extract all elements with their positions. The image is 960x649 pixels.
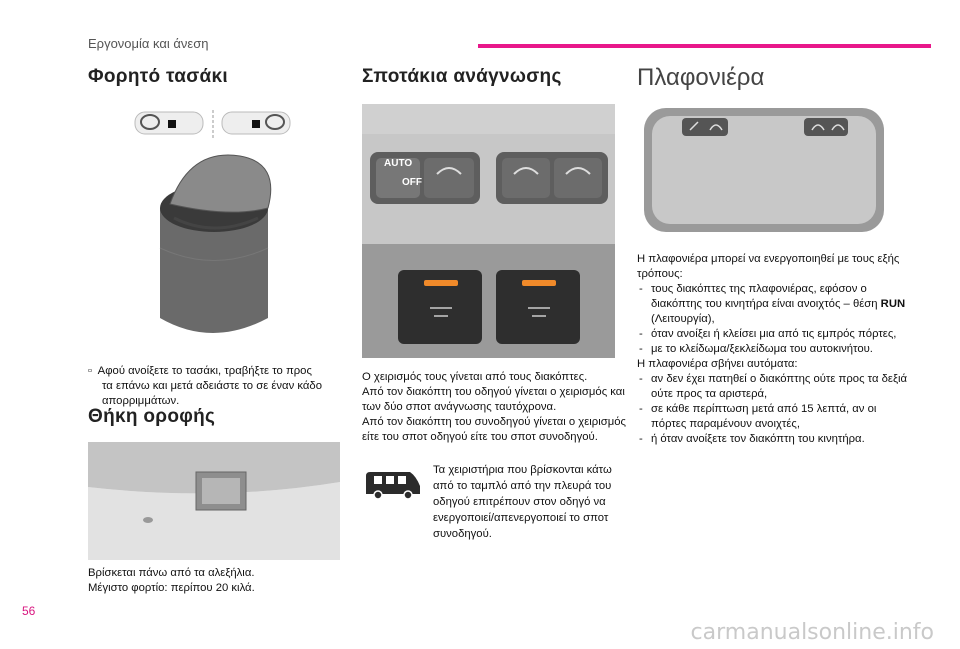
ceiling-line: τρόπους: <box>637 268 683 280</box>
van-note-line: συνοδηγού. <box>433 528 492 540</box>
ashtray-illustration <box>130 108 295 348</box>
spots-text <box>362 370 626 445</box>
roof-box-text <box>88 566 255 596</box>
spots-line: είτε του σποτ οδηγού είτε του σποτ συνοδηγού. <box>362 431 598 443</box>
ceiling-line: Η πλαφονιέρα μπορεί να ενεργοποιηθεί με τους εξής <box>637 253 900 265</box>
ceiling-heading: Πλαφονιέρα <box>637 64 765 91</box>
watermark: carmanualsonline.info <box>690 620 934 645</box>
ceiling-list-item: - με το κλείδωμα/ξεκλείδωμα του αυτοκινήτου. <box>637 342 907 357</box>
roof-box-photo <box>88 442 340 560</box>
ceiling-list-item: - τους διακόπτες της πλαφονιέρας, εφόσον ο <box>637 282 907 297</box>
ashtray-note-line: τα επάνω και μετά αδειάστε το σε έναν κάδο <box>102 380 322 392</box>
chapter-accent-bar <box>478 44 931 48</box>
ceiling-line: (Λειτουργία), <box>651 313 715 325</box>
van-note-line: ενεργοποιεί/απενεργοποιεί το σποτ <box>433 512 609 524</box>
ceiling-list-item: - όταν ανοίξει ή κλείσει μια από τις εμπρός πόρτες, <box>637 327 907 342</box>
ceiling-line: πόρτες παραμένουν ανοιχτές, <box>651 418 800 430</box>
spots-line: Από τον διακόπτη του οδηγού γίνεται ο χειρισμός και <box>362 386 625 398</box>
roof-box-heading: Θήκη οροφής <box>88 406 216 427</box>
ceiling-list-item: - ή όταν ανοίξετε τον διακόπτη του κινητήρα. <box>637 432 907 447</box>
off-button-label: OFF <box>402 177 422 188</box>
page-number: 56 <box>22 604 36 618</box>
ashtray-heading: Φορητό τασάκι <box>88 66 229 87</box>
ceiling-lamp-illustration <box>640 104 888 236</box>
reading-spots-photo <box>362 104 615 358</box>
note-icon: ▫ <box>88 365 93 377</box>
auto-button-label: AUTO <box>384 158 413 169</box>
ashtray-note <box>88 364 322 409</box>
van-note <box>433 462 612 542</box>
ceiling-list-item: - αν δεν έχει πατηθεί ο διακόπτης ούτε προς τα δεξιά <box>637 372 907 387</box>
ceiling-text <box>637 252 907 447</box>
spots-heading: Σποτάκια ανάγνωσης <box>362 66 562 87</box>
ceiling-list-item: - σε κάθε περίπτωση μετά από 15 λεπτά, αν οι <box>637 402 907 417</box>
chapter-title: Εργονομία και άνεση <box>88 36 209 51</box>
van-note-line: από το ταμπλό από την πλευρά του <box>433 480 612 492</box>
ceiling-line: ούτε προς τα αριστερά, <box>651 388 768 400</box>
ashtray-note-line: απορριμμάτων. <box>102 395 180 407</box>
ceiling-line: Η πλαφονιέρα σβήνει αυτόματα: <box>637 358 798 370</box>
ashtray-note-line: Αφού ανοίξετε το τασάκι, τραβήξτε το προς <box>97 365 312 377</box>
van-note-line: οδηγού επιτρέπουν στον οδηγό να <box>433 496 606 508</box>
spots-line: Ο χειρισμός τους γίνεται από τους διακόπτες. <box>362 371 588 383</box>
roof-box-line: Μέγιστο φορτίο: περίπου 20 κιλά. <box>88 582 255 594</box>
van-note-line: Τα χειριστήρια που βρίσκονται κάτω <box>433 464 612 476</box>
ceiling-list-item-cont <box>637 297 907 312</box>
van-icon <box>364 468 422 502</box>
run-label: RUN <box>880 298 906 310</box>
spots-line: των δύο σποτ ανάγνωσης ταυτόχρονα. <box>362 401 557 413</box>
ceiling-line: διακόπτης του κινητήρα είναι ανοιχτός – θέση <box>651 298 878 310</box>
spots-line: Από τον διακόπτη του συνοδηγού γίνεται ο χειρισμός <box>362 416 626 428</box>
roof-box-line: Βρίσκεται πάνω από τα αλεξήλια. <box>88 567 255 579</box>
